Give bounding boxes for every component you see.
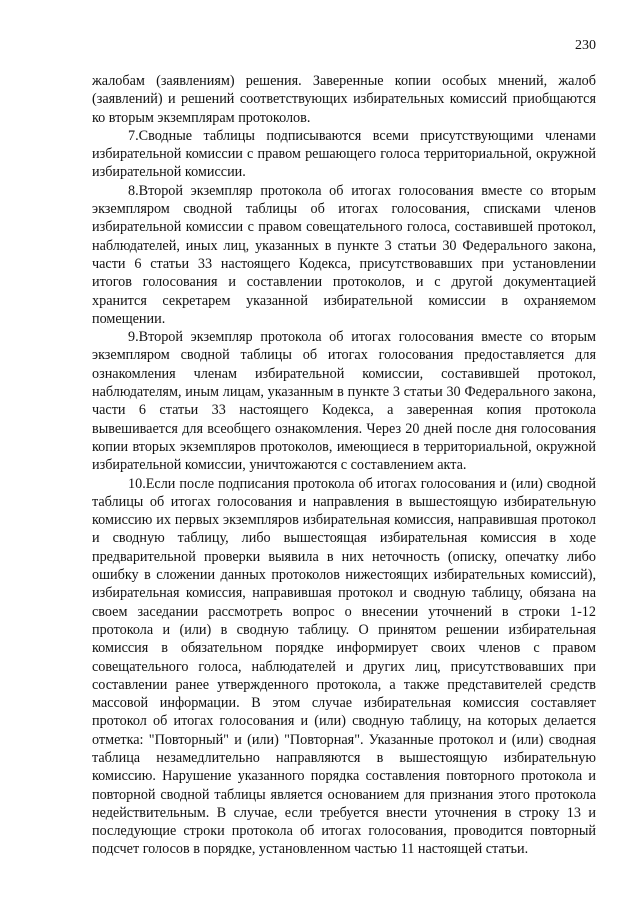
paragraph-item-10: 10.Если после подписания протокола об итогах голосования и (или) сводной таблицы об итогах голосования и направления в вышестоящую избирательную комиссию их первых экземпляров избирательная комиссия, направившая протокол и сводную таблицу, либо вышестоящая избирательная комиссия в ходе предварительной проверки выявила в них неточность (описку, опечатку либо ошибку в сложении данных протоколов нижестоящих избирательных комиссий), избирательная комиссия, направившая протокол и сводную таблицу, обязана на своем заседании рассмотреть вопрос о внесении уточнений в строки 1-12 протокола и (или) в сводную таблицу. О принятом решении избирательная комиссия в обязательном порядке информирует своих членов с правом совещательного голоса, наблюдателей и других лиц, присутствовавших при составлении ранее утвержденного протокола, а также представителей средств массовой информации. В этом случае избирательная комиссия составляет протокол об итогах голосования и (или) сводную таблицу, на которых делается отметка: "Повторный" и (или) "Повторная". Указанные протокол и (или) сводная таблица незамедлительно направляются в вышестоящую избирательную комиссию. Нарушение указанного порядка составления повторного протокола и повторной сводной таблицы является основанием для признания этого протокола недействительным. В случае, если требуется внести уточнения в строку 13 и последующие строки протокола об итогах голосования, проводится повторный подсчет голосов в порядке, установленном частью 11 настоящей статьи. [92, 475, 596, 858]
paragraph-item-7: 7.Сводные таблицы подписываются всеми присутствующими членами избирательной комиссии с правом решающего голоса территориальной, окружной избирательной комиссии. [92, 127, 596, 181]
paragraph-continuation: жалобам (заявлениям) решения. Заверенные копии особых мнений, жалоб (заявлений) и решений соответствующих избирательных комиссий приобщаются ко вторым экземплярам протоколов. [92, 73, 596, 126]
document-body [92, 72, 596, 859]
paragraph-item-8: 8.Второй экземпляр протокола об итогах голосования вместе со вторым экземпляром сводной таблицы об итогах голосования, списками членов избирательной комиссии с правом совещательного голоса, составившей протокол, наблюдателей, иных лиц, указанных в пункте 3 статьи 30 Федерального закона, части 6 статьи 33 настоящего Кодекса, присутствовавших при установлении итогов голосования и составлении протоколов, и с другой документацией хранится секретарем указанной избирательной комиссии в охраняемом помещении. [92, 182, 596, 327]
page-number: 230 [575, 38, 596, 53]
paragraph-item-9: 9.Второй экземпляр протокола об итогах голосования вместе со вторым экземпляром сводной таблицы об итогах голосования предоставляется для ознакомления членам избирательной комиссии, составившей протокол, наблюдателям, иным лицам, указанным в пункте 3 статьи 30 Федерального закона, части 6 статьи 33 настоящего Кодекса, а заверенная копия протокола вывешивается для всеобщего ознакомления. Через 20 дней после дня голосования копии вторых экземпляров протоколов, имеющиеся в территориальной, окружной избирательной комиссии, уничтожаются с составлением акта. [92, 329, 596, 474]
